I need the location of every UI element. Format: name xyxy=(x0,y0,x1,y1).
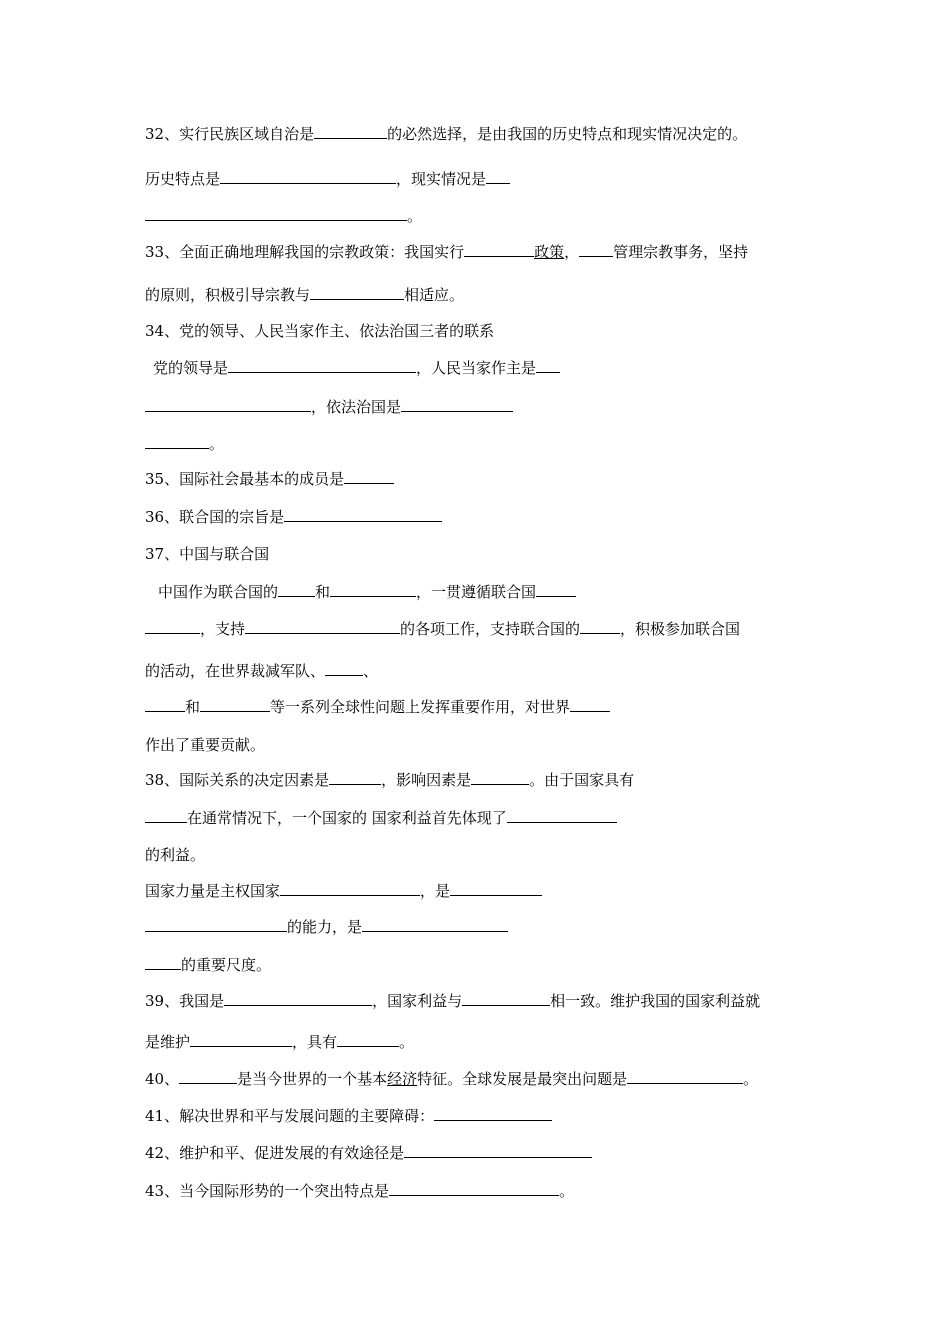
blank[interactable] xyxy=(450,881,542,896)
blank[interactable] xyxy=(464,242,534,257)
blank[interactable] xyxy=(507,808,617,823)
question-39-line-1: 39、我国是 ，国家利益与 相一致。维护我国的国家利益就 xyxy=(145,992,761,1010)
question-41: 41、解决世界和平与发展问题的主要障碍： xyxy=(145,1106,552,1126)
blank[interactable] xyxy=(486,169,510,184)
blank[interactable] xyxy=(579,242,613,257)
blank[interactable] xyxy=(404,1143,592,1158)
question-32-line-1: 32、实行民族区域自治是 的必然选择，是由我国的历史特点和现实情况决定的。 xyxy=(145,125,748,143)
blank[interactable] xyxy=(145,808,187,823)
question-38-line-6: 的重要尺度。 xyxy=(145,955,271,975)
blank[interactable] xyxy=(228,358,416,373)
question-32-line-3: 。 xyxy=(145,206,422,226)
blank[interactable] xyxy=(220,169,396,184)
question-35: 35、国际社会最基本的成员是 xyxy=(145,469,394,489)
blank[interactable] xyxy=(434,1106,552,1121)
question-33-line-2: 的原则，积极引导宗教与 相适应。 xyxy=(145,286,465,304)
blank[interactable] xyxy=(190,1032,292,1047)
question-38-line-2: 在通常情况下，一个国家的 国家利益首先体现了 xyxy=(145,808,617,828)
question-43: 43、当今国际形势的一个突出特点是 。 xyxy=(145,1182,575,1200)
blank[interactable] xyxy=(330,582,416,597)
question-33-line-1: 33、全面正确地理解我国的宗教政策：我国实行 政策， 管理宗教事务，坚持 xyxy=(145,243,749,261)
question-37-line-5: 作出了重要贡献。 xyxy=(145,736,266,754)
blank[interactable] xyxy=(245,619,400,634)
blank[interactable] xyxy=(580,619,620,634)
blank[interactable] xyxy=(337,1032,399,1047)
blank[interactable] xyxy=(627,1069,743,1084)
question-37-line-2: ，支持 的各项工作，支持联合国的 ，积极参加联合国 xyxy=(145,619,740,639)
blank[interactable] xyxy=(200,697,270,712)
blank[interactable] xyxy=(344,469,394,484)
question-37-line-4: 和 等一系列全球性问题上发挥重要作用，对世界 xyxy=(145,697,610,717)
question-38-line-5: 的能力，是 xyxy=(145,917,508,937)
blank[interactable] xyxy=(310,285,404,300)
blank[interactable] xyxy=(570,697,610,712)
blank[interactable] xyxy=(145,206,407,221)
question-37-title: 37、中国与联合国 xyxy=(145,545,270,563)
blank[interactable] xyxy=(145,697,185,712)
question-38-line-4: 国家力量是主权国家 ，是 xyxy=(145,881,542,901)
blank[interactable] xyxy=(325,661,363,676)
blank[interactable] xyxy=(389,1181,559,1196)
question-38-line-3: 的利益。 xyxy=(145,846,206,864)
blank[interactable] xyxy=(278,582,315,597)
question-34-line-2: ，依法治国是 xyxy=(145,397,513,417)
question-42: 42、维护和平、促进发展的有效途径是 xyxy=(145,1143,592,1163)
blank[interactable] xyxy=(145,917,287,932)
question-39-line-2: 是维护 ，具有 。 xyxy=(145,1033,415,1051)
question-40: 40、 是当今世界的一个基本经济特征。全球发展是最突出问题是 。 xyxy=(145,1070,759,1088)
question-34-title: 34、党的领导、人民当家作主、依法治国三者的联系 xyxy=(145,322,495,340)
question-38-line-1: 38、国际关系的决定因素是 ，影响因素是 。由于国家具有 xyxy=(145,771,635,789)
blank[interactable] xyxy=(284,507,442,522)
question-37-line-3: 的活动，在世界裁减军队、 、 xyxy=(145,662,379,680)
question-36: 36、联合国的宗旨是 xyxy=(145,507,442,527)
blank[interactable] xyxy=(471,770,529,785)
blank[interactable] xyxy=(401,397,513,412)
blank[interactable] xyxy=(145,619,200,634)
blank[interactable] xyxy=(314,124,387,139)
blank[interactable] xyxy=(362,917,508,932)
blank[interactable] xyxy=(536,582,576,597)
blank[interactable] xyxy=(224,991,372,1006)
blank[interactable] xyxy=(280,881,420,896)
blank[interactable] xyxy=(145,434,209,449)
blank[interactable] xyxy=(536,358,560,373)
blank[interactable] xyxy=(179,1069,237,1084)
blank[interactable] xyxy=(329,770,381,785)
question-34-line-3: 。 xyxy=(145,434,224,454)
blank[interactable] xyxy=(462,991,550,1006)
question-32-line-2: 历史特点是 ，现实情况是 xyxy=(145,169,510,189)
blank[interactable] xyxy=(145,955,181,970)
question-34-line-1: 党的领导是 ，人民当家作主是 xyxy=(153,358,560,378)
question-37-line-1: 中国作为联合国的 和 ，一贯遵循联合国 xyxy=(158,582,576,602)
blank[interactable] xyxy=(145,397,311,412)
